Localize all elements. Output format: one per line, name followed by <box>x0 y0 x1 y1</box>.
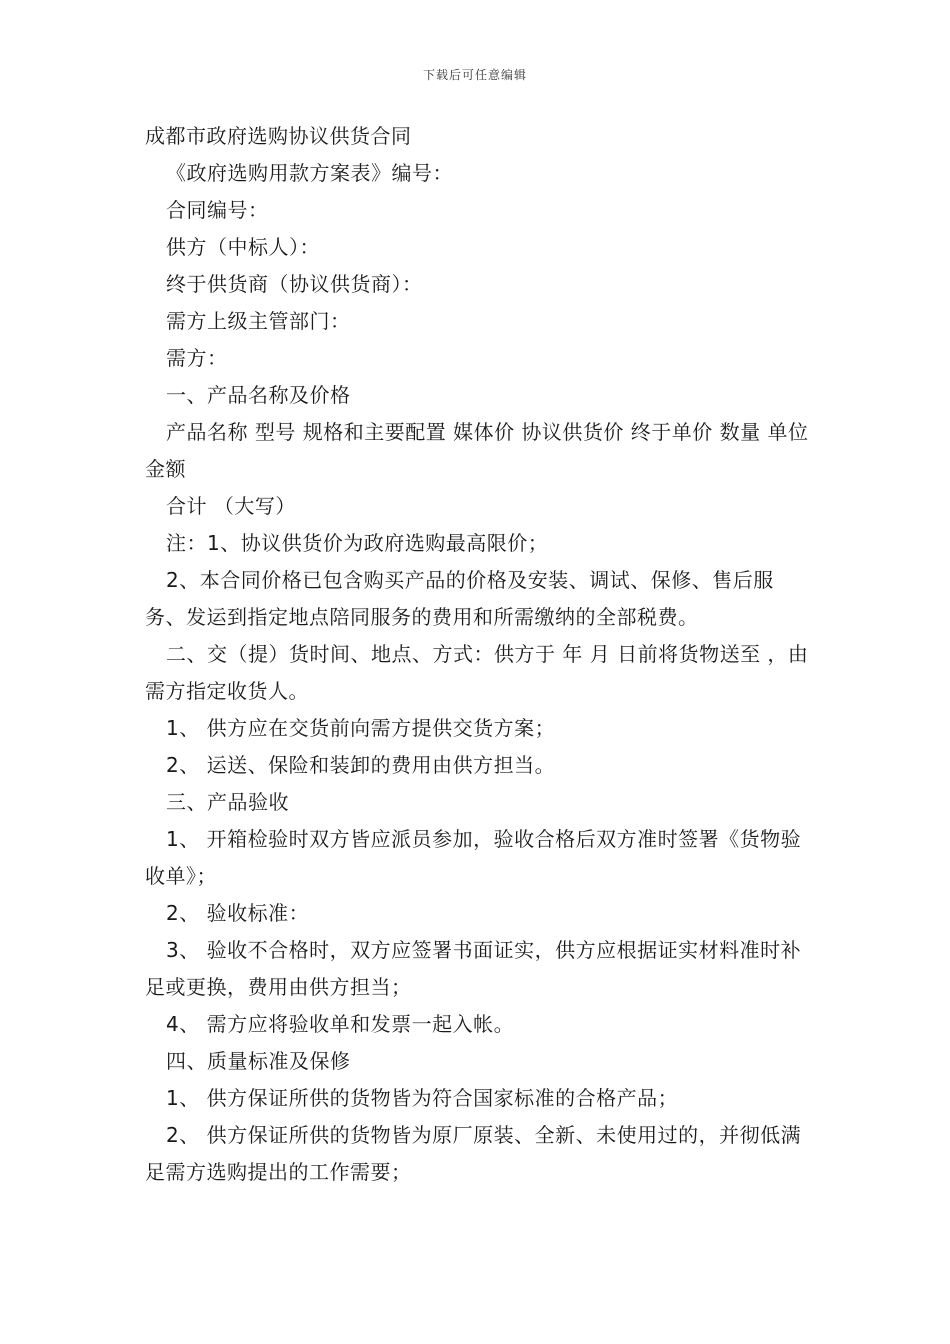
section-heading-delivery: 二、交（提）货时间、地点、方式：供方于 年 月 日前将货物送至 ，由需方指定收货人。 <box>145 642 809 703</box>
paragraph-acceptance-1: 1、 开箱检验时双方皆应派员参加，验收合格后双方准时签署《货物验收单》； <box>145 827 802 888</box>
paragraph-plan-number: 《政府选购用款方案表》编号： <box>166 161 453 185</box>
header-note: 下载后可任意编辑 <box>422 68 527 82</box>
section-heading-quality: 四、质量标准及保修 <box>166 1049 351 1073</box>
paragraph-product-columns: 产品名称 型号 规格和主要配置 媒体价 协议供货价 终于单价 数量 单位 金额 <box>145 420 809 481</box>
paragraph-delivery-2: 2、 运送、保险和装卸的费用由供方担当。 <box>166 753 556 777</box>
document-body <box>145 118 809 1191</box>
paragraph-quality-2: 2、 供方保证所供的货物皆为原厂原装、全新、未使用过的，并彻低满足需方选购提出的工作需要； <box>145 1123 802 1184</box>
paragraph-total: 合计 （大写） <box>166 494 296 518</box>
section-heading-acceptance: 三、产品验收 <box>166 790 289 814</box>
paragraph-quality-1: 1、 供方保证所供的货物皆为符合国家标准的合格产品； <box>166 1086 679 1110</box>
contract-title: 成都市政府选购协议供货合同 <box>145 124 412 148</box>
paragraph-note-1: 注：1、协议供货价为政府选购最高限价； <box>166 531 549 555</box>
paragraph-acceptance-2: 2、 验收标准： <box>166 901 310 925</box>
paragraph-delivery-1: 1、 供方应在交货前向需方提供交货方案； <box>166 716 556 740</box>
paragraph-buyer: 需方： <box>166 346 228 370</box>
paragraph-final-supplier: 终于供货商（协议供货商）： <box>166 272 423 296</box>
paragraph-acceptance-3: 3、 验收不合格时，双方应签署书面证实，供方应根据证实材料准时补足或更换，费用由供方担当； <box>145 938 802 999</box>
paragraph-contract-number: 合同编号： <box>166 198 269 222</box>
paragraph-supplier: 供方（中标人）： <box>166 235 320 259</box>
paragraph-buyer-department: 需方上级主管部门： <box>166 309 351 333</box>
paragraph-acceptance-4: 4、 需方应将验收单和发票一起入帐。 <box>166 1012 515 1036</box>
paragraph-note-2: 2、本合同价格已包含购买产品的价格及安装、调试、保修、售后服务、发运到指定地点陪同服务的费用和所需缴纳的全部税费。 <box>145 568 774 629</box>
section-heading-product: 一、产品名称及价格 <box>166 383 351 407</box>
